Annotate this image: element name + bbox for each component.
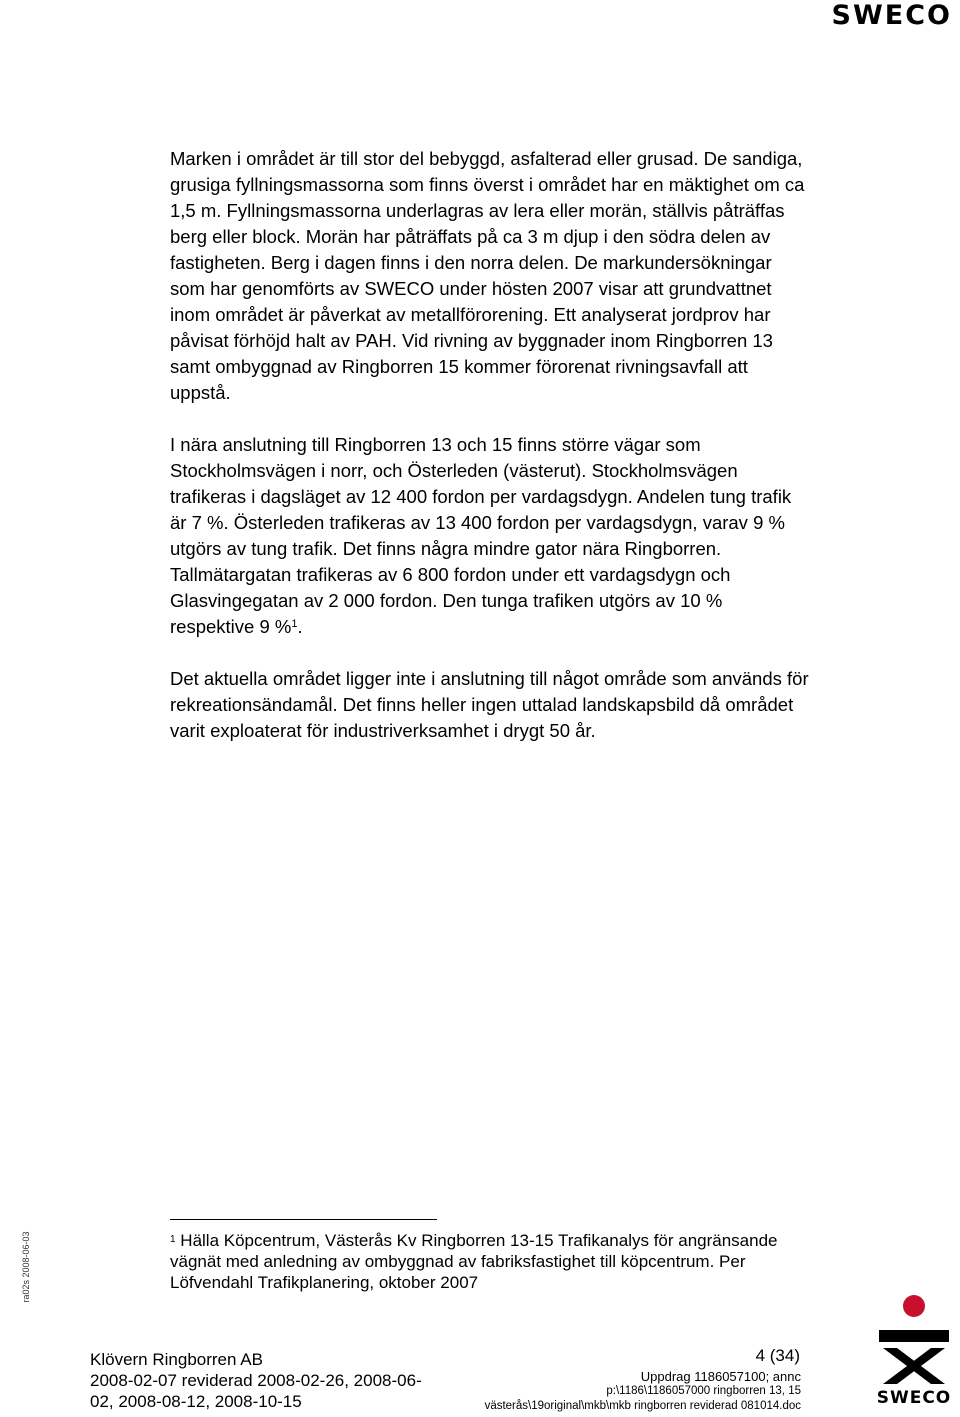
sweco-logo-top: SWECO	[831, 0, 952, 31]
footer-path-line1: p:\1186\1186057000 ringborren 13, 15	[606, 1385, 801, 1397]
body-text	[170, 146, 810, 770]
paragraph-traffic-text: I nära anslutning till Ringborren 13 och 15 finns större vägar som Stockholmsvägen i norr, och Österleden (västerut). Stockholmsvägen trafikeras i dagsläget av 12 400 fordon per vardagsdygn. Andelen tung trafik är 7 %. Österleden trafikeras av 13 400 fordon per vardagsdygn, varav 9 % utgörs av tung trafik. Det finns några mindre gator nära Ringborren. Tallmätargatan trafikeras av 6 800 fordon under ett vardagsdygn och Glasvingegatan av 2 000 fordon. Den tunga trafiken utgörs av 10 % respektive 9 %	[170, 434, 792, 637]
footnote	[170, 1230, 810, 1293]
footnote-number: 1	[170, 1234, 176, 1245]
paragraph-ground: Marken i området är till stor del bebyggd, asfalterad eller grusad. De sandiga, grusiga fyllningsmassorna som finns överst i området har en mäktighet om ca 1,5 m. Fyllningsmassorna underlagras av lera eller morän, ställvis påträffas berg eller block. Morän har påträffats på ca 3 m djup i den södra delen av fastigheten. Berg i dagen finns i den norra delen. De markundersökningar som har genomförts av SWECO under hösten 2007 visar att grundvattnet inom området är påverkat av metallförorening. Ett analyserat jordprov har påvisat förhöjd halt av PAH. Vid rivning av byggnader inom Ringborren 13 samt ombyggnad av Ringborren 15 kommer förorenat rivningsavfall att uppstå.	[170, 148, 805, 403]
footer-right	[460, 1369, 801, 1414]
footer-company: Klövern Ringborren AB	[90, 1350, 263, 1369]
page-number: 4 (34)	[755, 1346, 800, 1365]
footnote-divider	[170, 1219, 437, 1220]
paragraph-traffic-end: .	[297, 616, 303, 637]
side-document-code: ra02s 2008-06-03	[21, 1231, 31, 1303]
footer-left	[90, 1349, 440, 1412]
footer-path-line2: västerås\19original\mkb\mkb ringborren reviderad 081014.doc	[484, 1400, 801, 1412]
footer-dates-line2: 02, 2008-08-12, 2008-10-15	[90, 1392, 302, 1411]
footer-dates-line1: 2008-02-07 reviderad 2008-02-26, 2008-06-	[90, 1371, 422, 1390]
paragraph-traffic	[170, 432, 810, 640]
footnote-reference[interactable]: 1	[291, 618, 298, 630]
paragraph-recreation: Det aktuella området ligger inte i anslutning till något område som används för rekreationsändamål. Det finns heller ingen uttalad landskapsbild då området varit exploaterat för industriverksamhet i drygt 50 år.	[170, 668, 809, 741]
footer-assignment: Uppdrag 1186057100; annc	[640, 1369, 801, 1384]
sweco-logo-bottom: SWECO	[876, 1388, 952, 1408]
footnote-text: Hälla Köpcentrum, Västerås Kv Ringborren 13-15 Trafikanalys för angränsande vägnät med anledning av ombyggnad av fabriksfastighet till köpcentrum. Per Löfvendahl Trafikplanering, oktober 2007	[170, 1231, 778, 1292]
